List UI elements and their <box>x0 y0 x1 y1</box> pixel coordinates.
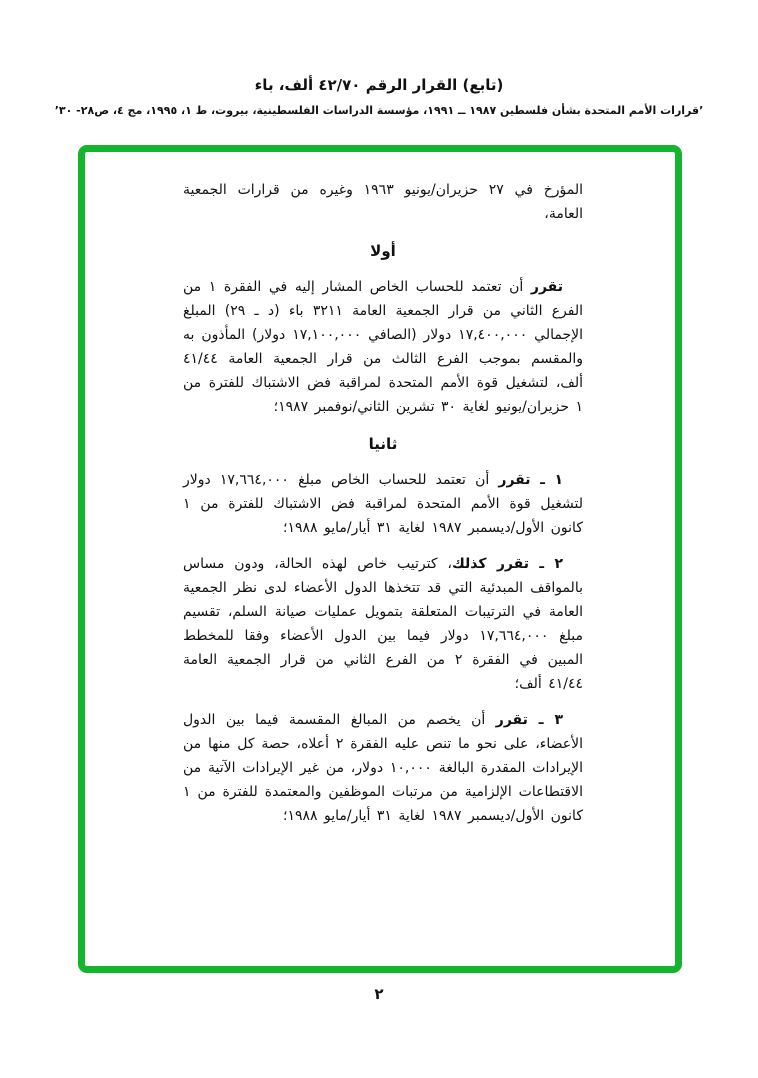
item-number: ٣ ـ <box>527 712 563 728</box>
page-title: (تابع) القرار الرقم ٤٢/٧٠ ألف، باء <box>254 76 504 94</box>
paragraph-lead-word: تقرر <box>530 279 563 295</box>
paragraph-text: ، كترتيب خاص لهذه الحالة، ودون مساس بالمواقف المبدئية التي قد تتخذها الدول الأعضاء لدى نظر الجمعية العامة في الترتيبات المتعلقة بتمويل عمليات صيانة السلم، تقسيم مبلغ ١٧,٦٦٤,٠٠٠ دولار فيما بين الدول الأعضاء وفقا للمخطط المبين في الفقرة ٢ من الفرع الثاني من قرار الجمعية العامة ٤١/٤٤ ألف؛ <box>183 556 583 692</box>
source-citation: ’قرارات الأمم المتحدة بشأن فلسطين ١٩٨٧ ــ ١٩٩١، مؤسسة الدراسات الفلسطينية، بيروت، ط ١، ١٩٩٥، مج ٤، ص٢٨- ٣٠’ <box>54 104 704 117</box>
paragraph-lead-word: تقرر <box>495 712 528 728</box>
item-number: ١ ـ <box>530 472 563 488</box>
green-frame <box>78 145 682 973</box>
paragraph-section-first <box>183 275 583 419</box>
section-heading-first: أولا <box>370 242 396 260</box>
paragraph-text: أن تعتمد للحساب الخاص مبلغ ١٧,٦٦٤,٠٠٠ دولار لتشغيل قوة الأمم المتحدة لمراقبة فض الاشتباك للفترة من ١ كانون الأول/ديسمبر ١٩٨٧ لغاية ٣١ أيار/مايو ١٩٨٨؛ <box>183 472 583 536</box>
paragraph-continuation: المؤرخ في ٢٧ حزيران/يونيو ١٩٦٣ وغيره من قرارات الجمعية العامة، <box>183 182 583 222</box>
item-number: ٢ ـ <box>528 556 563 572</box>
paragraph-item-1 <box>183 468 583 540</box>
paragraph-item-2 <box>183 552 583 696</box>
paragraph-text: أن تعتمد للحساب الخاص المشار إليه في الفقرة ١ من الفرع الثاني من قرار الجمعية العامة ٣٢١١ باء (د ـ ٢٩) المبلغ الإجمالي ١٧,٤٠٠,٠٠٠ دولار (الصافي ١٧,١٠٠,٠٠٠ دولار) المأذون به والمقسم بموجب الفرع الثالث من قرار الجمعية العامة ٤١/٤٤ ألف، لتشغيل قوة الأمم المتحدة لمراقبة فض الاشتباك للفترة من ١ حزيران/يونيو لغاية ٣٠ تشرين الثاني/نوفمبر ١٩٨٧؛ <box>183 279 584 415</box>
paragraph-lead-word: تقرر كذلك <box>451 556 529 572</box>
section-heading-second: ثانيا <box>368 435 398 453</box>
paragraph-text: أن يخصم من المبالغ المقسمة فيما بين الدول الأعضاء، على نحو ما تنص عليه الفقرة ٢ أعلاه، حصة كل منها من الإيرادات المقدرة البالغة ١٠,٠٠٠ دولار، من غير الإيرادات الآتية من الاقتطاعات الإلزامية من مرتبات الموظفين والمعتمدة للفترة من ١ كانون الأول/ديسمبر ١٩٨٧ لغاية ٣١ أيار/مايو ١٩٨٨؛ <box>183 712 583 824</box>
paragraph-item-3 <box>183 708 583 828</box>
paragraph-lead-word: تقرر <box>498 472 531 488</box>
page-number: ٢ <box>374 985 384 1003</box>
